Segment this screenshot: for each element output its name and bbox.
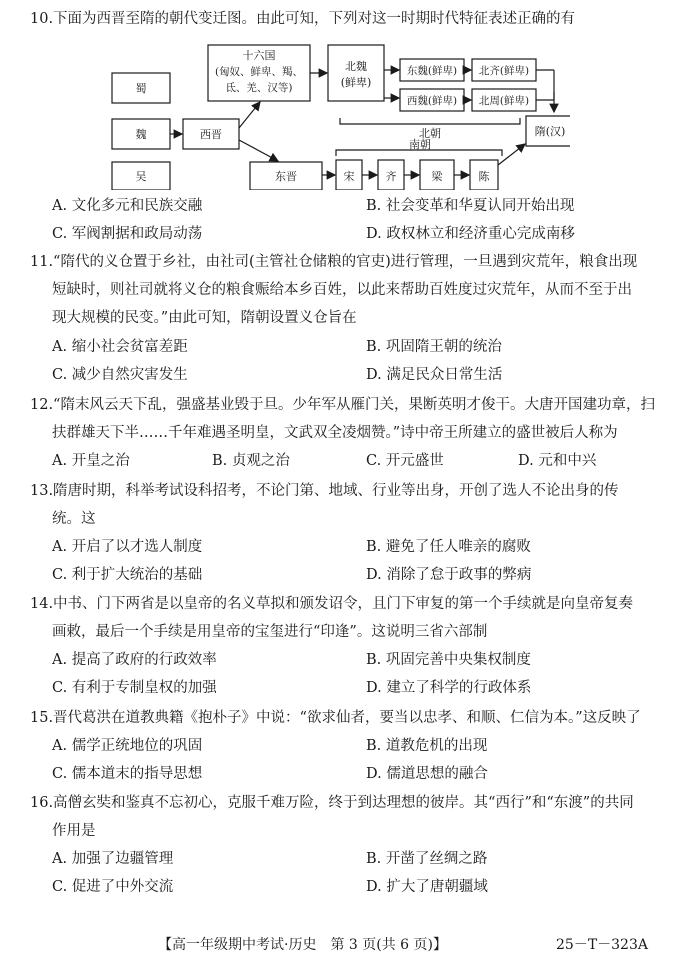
q13-line-2: 统。这 <box>52 511 96 527</box>
q12-option-d[interactable]: D. 元和中兴 <box>518 453 597 469</box>
q16-option-d[interactable]: D. 扩大了唐朝疆域 <box>366 879 488 895</box>
q14-option-d[interactable]: D. 建立了科学的行政体系 <box>366 680 532 696</box>
q11-option-c[interactable]: C. 减少自然灾害发生 <box>52 367 188 383</box>
q16-line-1: 16.高僧玄奘和鉴真不忘初心，克服千难万险，终于到达理想的彼岸。其“西行”和“东渡”的共同 <box>30 795 634 811</box>
page-footer: 【高一年级期中考试·历史 第 3 页(共 6 页)】 <box>158 937 447 953</box>
q12-option-c[interactable]: C. 开元盛世 <box>366 453 444 469</box>
exam-code: 25－T－323A <box>556 937 648 953</box>
q16-option-a[interactable]: A. 加强了边疆管理 <box>52 851 174 867</box>
q13-option-a[interactable]: A. 开启了以才选人制度 <box>52 539 203 555</box>
node-song: 宋 <box>343 170 355 183</box>
node-wu: 吴 <box>135 170 147 183</box>
q15-option-b[interactable]: B. 道教危机的出现 <box>366 738 488 754</box>
q10-option-a[interactable]: A. 文化多元和民族交融 <box>52 198 203 214</box>
q12-line-1: 12.“隋末风云天下乱，强盛基业毁于旦。少年军从雁门关，果断英明才俊干。大唐开国建功章，扫 <box>30 397 655 413</box>
node-sixteen-line1: (匈奴、鲜卑、羯、 <box>214 66 304 78</box>
node-beiwei: 北魏 <box>345 60 367 73</box>
beiwei-box <box>328 45 384 101</box>
q14-option-a[interactable]: A. 提高了政府的行政效率 <box>52 652 217 668</box>
q15-line-1: 15.晋代葛洪在道教典籍《抱朴子》中说：“欲求仙者，要当以忠孝、和顺、仁信为本。”这反映了 <box>30 710 641 726</box>
node-sixteen-line2: 氐、羌、汉等) <box>225 82 293 94</box>
q11-line-3: 现大规模的民变。”由此可知，隋朝设置义仓旨在 <box>52 310 357 326</box>
q16-line-2: 作用是 <box>52 823 96 839</box>
node-shu: 蜀 <box>135 82 147 95</box>
node-wei: 魏 <box>135 128 147 141</box>
q15-option-d[interactable]: D. 儒道思想的融合 <box>366 766 488 782</box>
q12-option-a[interactable]: A. 开皇之治 <box>52 453 130 469</box>
node-dongjin: 东晋 <box>275 170 297 183</box>
q11-option-a[interactable]: A. 缩小社会贫富差距 <box>52 339 188 355</box>
q13-line-1: 13.隋唐时期，科举考试设科招考，不论门第、地域、行业等出身，开创了选人不论出身的传 <box>30 483 619 499</box>
node-xijin: 西晋 <box>200 128 222 141</box>
q15-option-c[interactable]: C. 儒本道末的指导思想 <box>52 766 203 782</box>
q12-line-2: 扶群雄天下半……千年难遇圣明皇，文武双全凌烟赞。”诗中帝王所建立的盛世被后人称为 <box>52 425 618 441</box>
q14-line-2: 画敕，最后一个手续是用皇帝的宝玺进行“印逢”。这说明三省六部制 <box>52 624 488 640</box>
q13-option-b[interactable]: B. 避免了任人唯亲的腐败 <box>366 539 531 555</box>
label-nanchao: 南朝 <box>409 138 431 151</box>
node-sui: 隋(汉) <box>534 125 566 138</box>
q11-option-b[interactable]: B. 巩固隋王朝的统治 <box>366 339 502 355</box>
node-beiwei-ethnic: (鲜卑) <box>340 76 372 89</box>
q11-option-d[interactable]: D. 满足民众日常生活 <box>366 367 503 383</box>
q14-line-1: 14.中书、门下两省是以皇帝的名义草拟和颁发诏令，且门下审复的第一个手续就是向皇帝复奏 <box>30 596 634 612</box>
q13-option-d[interactable]: D. 消除了怠于政事的弊病 <box>366 567 532 583</box>
node-beizhou: 北周(鲜卑) <box>478 95 530 107</box>
q16-option-c[interactable]: C. 促进了中外交流 <box>52 879 174 895</box>
q15-option-a[interactable]: A. 儒学正统地位的巩固 <box>52 738 203 754</box>
q11-line-1: 11.“隋代的义仓置于乡社，由社司(主管社仓储粮的官吏)进行管理，一旦遇到灾荒年，粮食出现 <box>30 254 638 270</box>
q10-option-b[interactable]: B. 社会变革和华夏认同开始出现 <box>366 198 575 214</box>
q11-line-2: 短缺时，则社司就将义仓的粮食赈给本乡百姓，以此来帮助百姓度过灾荒年，从而不至于出 <box>52 282 632 298</box>
q14-option-c[interactable]: C. 有利于专制皇权的加强 <box>52 680 217 696</box>
node-dongwei: 东魏(鲜卑) <box>406 65 458 77</box>
node-liang: 梁 <box>431 170 443 183</box>
q10-option-d[interactable]: D. 政权林立和经济重心完成南移 <box>366 226 575 242</box>
label-beichao: 北朝 <box>419 127 441 140</box>
node-qi: 齐 <box>385 170 397 183</box>
dynasty-diagram <box>110 40 570 190</box>
q16-option-b[interactable]: B. 开凿了丝绸之路 <box>366 851 488 867</box>
q10-option-c[interactable]: C. 军阀割据和政局动荡 <box>52 226 203 242</box>
q14-option-b[interactable]: B. 巩固完善中央集权制度 <box>366 652 531 668</box>
q12-option-b[interactable]: B. 贞观之治 <box>212 453 290 469</box>
node-xiwei: 西魏(鲜卑) <box>406 95 458 107</box>
node-chen: 陈 <box>478 170 490 183</box>
node-beiqi: 北齐(鲜卑) <box>478 65 530 77</box>
q13-option-c[interactable]: C. 利于扩大统治的基础 <box>52 567 203 583</box>
q10-stem: 10.下面为西晋至隋的朝代变迁图。由此可知，下列对这一时期时代特征表述正确的有 <box>30 11 576 27</box>
node-sixteen-title: 十六国 <box>242 49 276 62</box>
